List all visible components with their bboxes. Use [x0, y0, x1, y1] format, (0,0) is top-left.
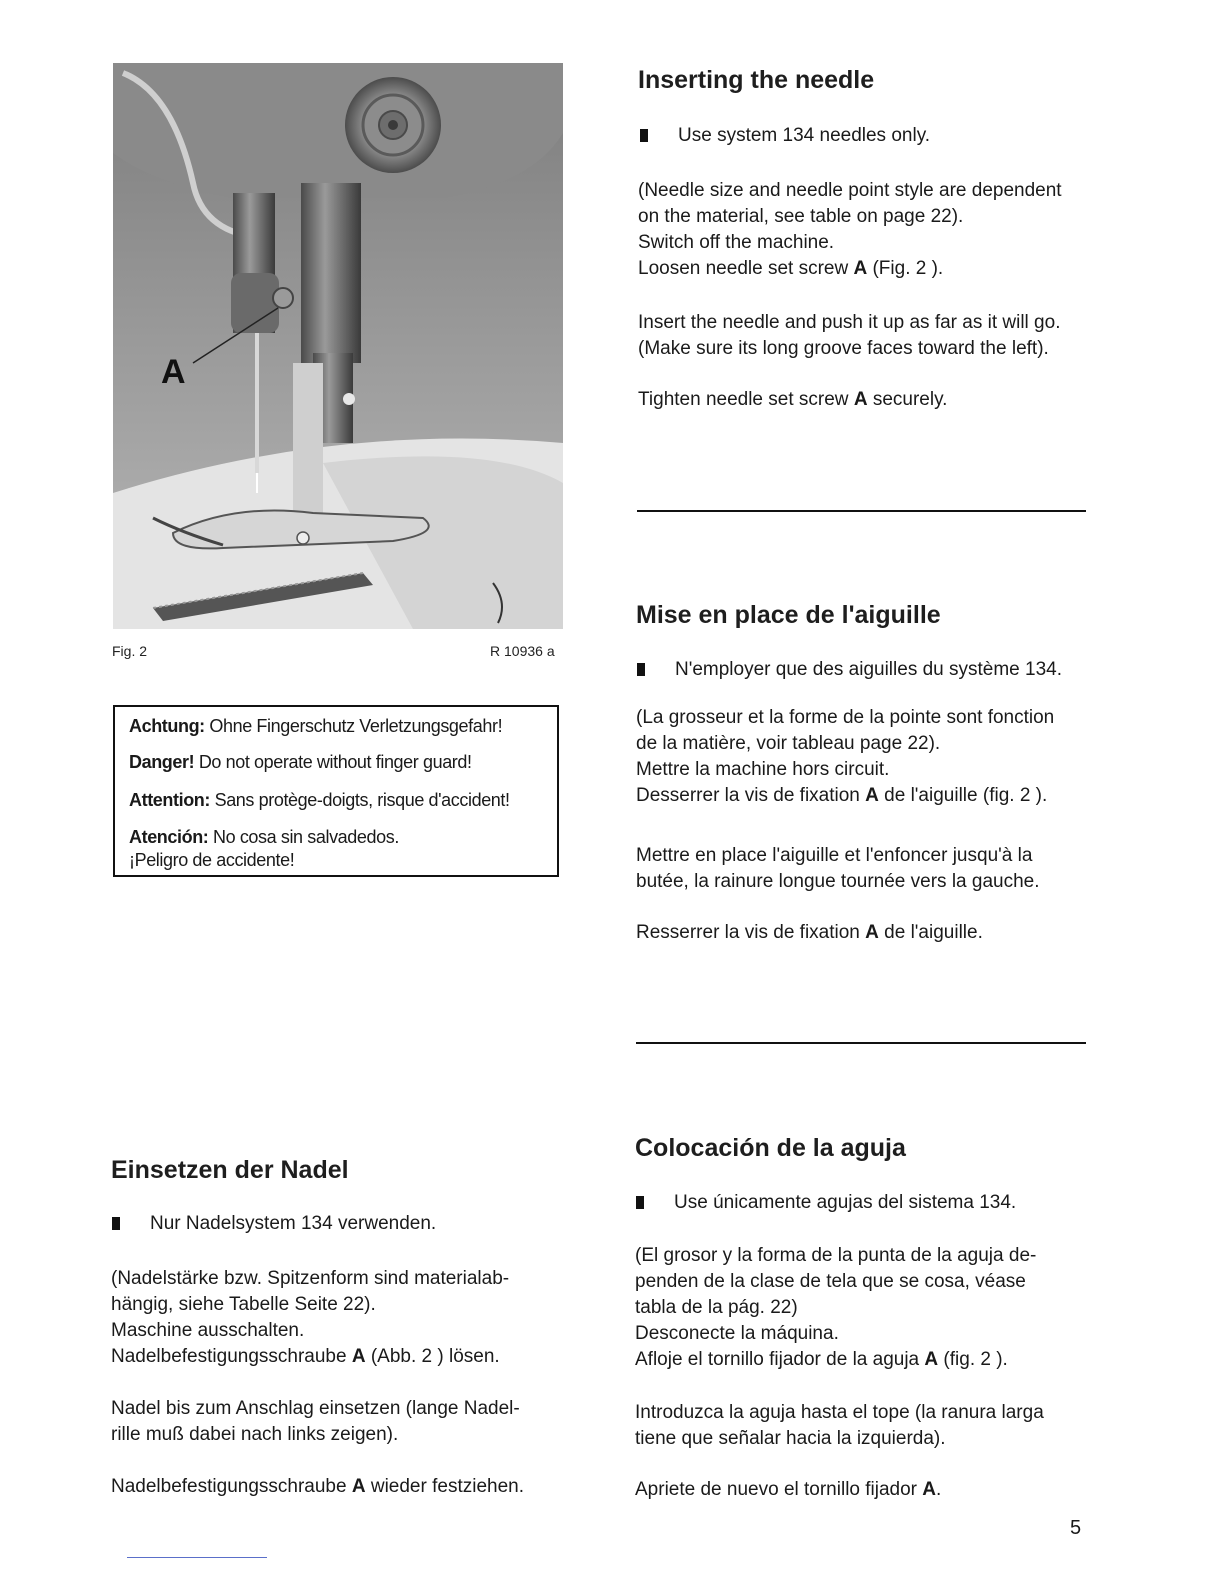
divider-english [637, 510, 1086, 512]
paragraph-spanish-1: (El grosor y la forma de la punta de la aguja de- penden de la clase de tela que se cosa, véase tabla de la pág. 22) Desconecte la máquina. Afloje el tornillo fijador de la aguja A (fig. 2 ). [635, 1245, 1037, 1370]
paragraph-spanish-3: Apriete de nuevo el tornillo fijador A. [635, 1479, 942, 1500]
paragraph-english-2: Insert the needle and push it up as far as it will go. (Make sure its long groove faces toward the left). [638, 312, 1061, 359]
paragraph-french-2: Mettre en place l'aiguille et l'enfoncer jusqu'à la butée, la rainure longue tournée vers la gauche. [636, 845, 1040, 892]
paragraph-german-1: (Nadelstärke bzw. Spitzenform sind materialab- hängig, siehe Tabelle Seite 22). Maschine ausschalten. Nadelbefestigungsschraube A (Abb. 2 ) lösen. [111, 1268, 510, 1367]
sewing-machine-photo [113, 63, 563, 629]
bullet-square-icon [636, 1196, 644, 1209]
figure-label-a: A [161, 353, 186, 391]
bullet-square-icon [637, 663, 645, 676]
warning-fr: Attention: Sans protège-doigts, risque d'accident! [129, 790, 510, 810]
warning-es-2: ¡Peligro de accidente! [129, 850, 295, 870]
paragraph-french-3: Resserrer la vis de fixation A de l'aiguille. [636, 922, 983, 943]
warning-box [113, 705, 559, 877]
page-number: 5 [1070, 1517, 1082, 1539]
section-title-spanish: Colocación de la aguja [635, 1134, 906, 1162]
section-title-english: Inserting the needle [638, 66, 875, 94]
needle-bar-illustration [113, 63, 563, 629]
warning-de: Achtung: Ohne Fingerschutz Verletzungsgefahr! [129, 716, 503, 736]
footer-line [127, 1557, 267, 1558]
paragraph-spanish-2: Introduzca la aguja hasta el tope (la ranura larga tiene que señalar hacia la izquierda). [635, 1402, 1044, 1449]
warning-es: Atención: No cosa sin salvadedos. [129, 827, 399, 847]
paragraph-english-1: (Needle size and needle point style are dependent on the material, see table on page 22). Switch off the machine. Loosen needle set screw A (Fig. 2 ). [638, 180, 1062, 279]
divider-french [636, 1042, 1086, 1044]
figure-caption: Fig. 2 [112, 643, 148, 659]
paragraph-german-3: Nadelbefestigungsschraube A wieder festziehen. [111, 1476, 524, 1497]
paragraph-english-3: Tighten needle set screw A securely. [638, 389, 948, 410]
section-title-german: Einsetzen der Nadel [111, 1156, 349, 1184]
bullet-square-icon [640, 129, 648, 142]
warning-en: Danger! Do not operate without finger guard! [129, 752, 472, 772]
paragraph-german-2: Nadel bis zum Anschlag einsetzen (lange Nadel- rille muß dabei nach links zeigen). [111, 1398, 520, 1445]
section-title-french: Mise en place de l'aiguille [636, 601, 941, 629]
figure-reference: R 10936 a [490, 643, 555, 659]
paragraph-french-1: (La grosseur et la forme de la pointe sont fonction de la matière, voir tableau page 22). Mettre la machine hors circuit. Desserrer la vis de fixation A de l'aiguille (fig. 2 ). [636, 707, 1055, 806]
bullet-square-icon [112, 1217, 120, 1230]
